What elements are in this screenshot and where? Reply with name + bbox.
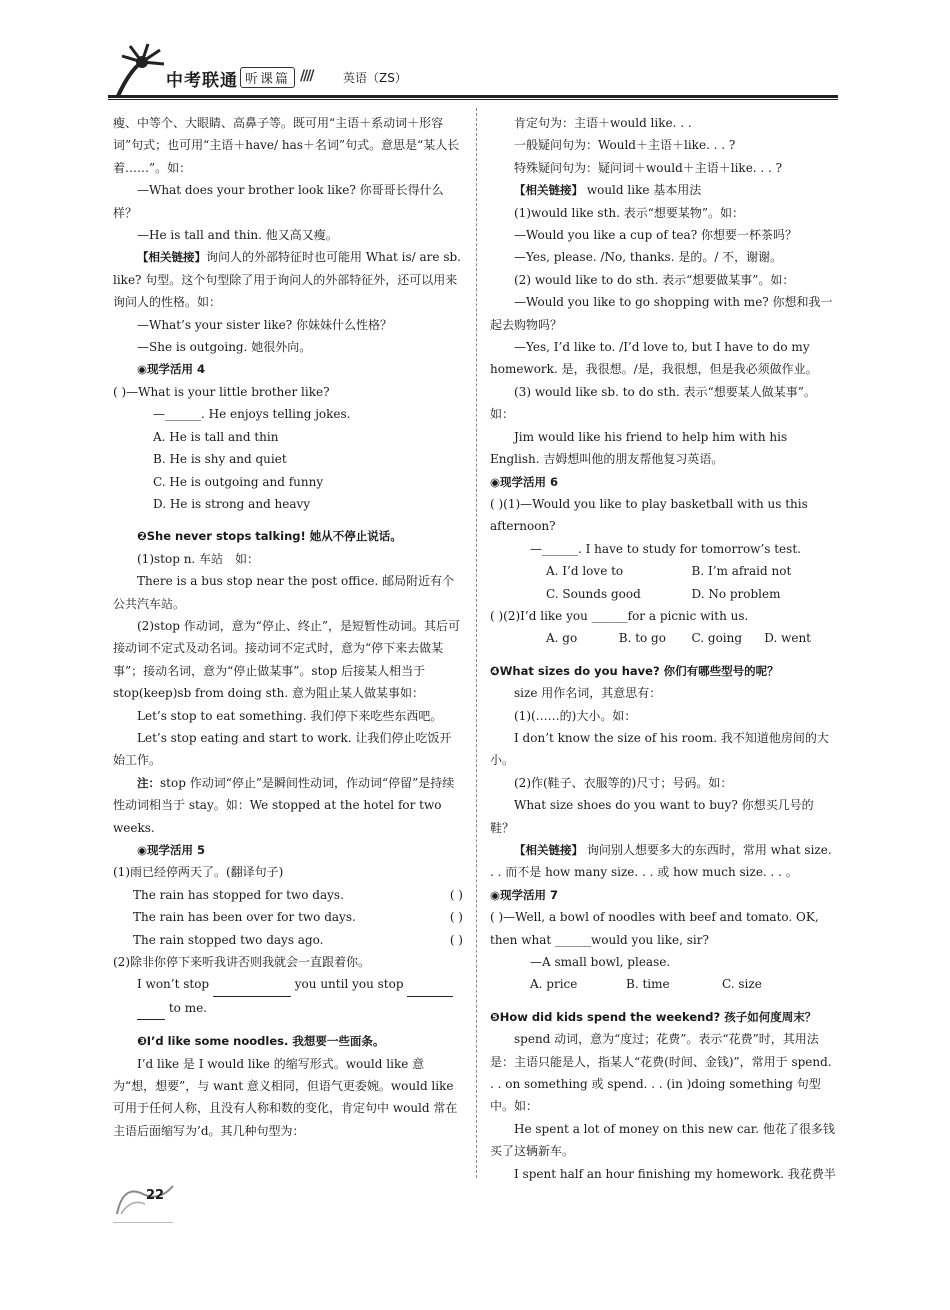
example: Jim would like his friend to help him with his English. 吉姆想叫他的朋友帮他复习英语。: [490, 429, 788, 467]
related-link-tag: 【相关链接】: [137, 250, 206, 265]
paragraph: (1)would like sth. 表示“想要某物”。如：: [514, 205, 745, 220]
section-heading: ❺How did kids spend the weekend? 孩子如何度周末？: [490, 1009, 817, 1024]
option: C. Sounds good: [546, 586, 641, 601]
option: C. size: [722, 977, 762, 992]
paragraph: I’d like 是 I would like 的缩写形式。would like 意为“想，想要”，与 want 意义相同，但语气更委婉。would like 可用于任何人称，且没有人称和数的变化，肯定句中 would 常在主语后面缩写为’d。其几种句型为：: [113, 1056, 458, 1138]
paragraph: (3) would like sb. to do sth. 表示“想要某人做某事”。如：: [490, 384, 816, 422]
example: —He is tall and thin. 他又高又瘦。: [137, 228, 338, 243]
paragraph: (1)(……的)大小。如：: [514, 708, 637, 723]
related-link: [490, 839, 837, 884]
header-rule-thin: [108, 99, 838, 100]
fill-blank-cont: [113, 997, 463, 1020]
option: A. I’d love to: [546, 564, 624, 579]
options-row: [490, 627, 837, 649]
note: [113, 772, 463, 839]
example: I spent half an hour finishing my homework. 我花费半: [514, 1166, 836, 1181]
section-tag: 听课篇: [240, 67, 295, 88]
example: —What’s your sister like? 你妹妹什么性格？: [137, 317, 393, 332]
note-text: stop 作动词“停止”是瞬间性动词，作动词“停留”是持续性动词相当于 stay。如：We stopped at the hotel for two weeks.: [113, 775, 455, 835]
paragraph: (1)stop n. 车站 如：: [137, 551, 260, 566]
practice-title: ◉现学活用 6: [490, 474, 559, 489]
question: (2)除非你停下来听我讲否则我就会一直跟着你。: [113, 955, 370, 970]
option: C. He is outgoing and funny: [153, 474, 324, 489]
answer-paren: ( ): [449, 932, 463, 947]
related-link-tag: 【相关链接】: [514, 843, 583, 857]
option: C. going: [691, 631, 743, 646]
pattern: 肯定句为：主语＋would like. . .: [514, 116, 692, 130]
column-divider: [476, 108, 477, 1178]
judge-row: [113, 929, 463, 951]
footer-rule: [113, 1222, 173, 1223]
page-number: 22: [146, 1188, 165, 1203]
related-link: [113, 246, 463, 313]
section-heading: ❷She never stops talking! 她从不停止说话。: [137, 529, 402, 544]
example: —Would you like a cup of tea? 你想要一杯茶吗？: [514, 228, 797, 243]
related-link-tag: 【相关链接】: [514, 183, 583, 198]
related-link-text: would like 基本用法: [586, 183, 702, 198]
paragraph: size 用作名词，其意思有：: [514, 686, 662, 701]
option: A. price: [530, 977, 578, 992]
answer-paren: ( ): [449, 887, 463, 902]
fill-blank: [113, 973, 463, 996]
page-header: [108, 40, 838, 100]
example: —Yes, I’d like to. /I’d love to, but I have to do my homework. 是，我很想。/是，我很想，但是我必须做作业。: [490, 340, 818, 377]
example: Let’s stop to eat something. 我们停下来吃些东西吧。: [137, 708, 443, 723]
right-column: [490, 112, 837, 1185]
blank-line: [213, 973, 291, 996]
related-link: [490, 179, 837, 201]
question-line: —______. I have to study for tomorrow’s test.: [530, 541, 801, 556]
pattern: 一般疑问句为：Would＋主语＋like. . . ?: [514, 138, 736, 153]
example: What size shoes do you want to buy? 你想买几号的鞋？: [490, 798, 814, 835]
header-rule: [108, 95, 838, 98]
paragraph: (2) would like to do sth. 表示“想要做某事”。如：: [514, 272, 795, 287]
blank-line: [407, 973, 453, 996]
question: (1)雨已经停两天了。(翻译句子): [113, 865, 284, 880]
question: ( )—Well, a bowl of noodles with beef and tomato. OK, then what ______would you like, sir?: [490, 910, 819, 947]
options-row: [490, 973, 837, 995]
judge-row: [113, 884, 463, 906]
related-link-text: 询问别人想要多大的东西时，常用 what size. . . 而不是 how many size. . . 或 how much size. . . 。: [490, 843, 832, 880]
pattern: 特殊疑问句为：疑问词＋would＋主语＋like. . . ?: [514, 160, 783, 175]
options-row: [490, 583, 837, 605]
fill-text: to me.: [168, 1000, 207, 1015]
example: —Yes, please. /No, thanks. 是的。/ 不，谢谢。: [514, 250, 783, 265]
fill-text: I won’t stop: [137, 977, 210, 992]
fill-text: you until you stop: [294, 977, 404, 992]
question: ( )—What is your little brother like?: [113, 384, 330, 399]
example: —Would you like to go shopping with me? 你想和我一起去购物吗？: [490, 295, 833, 332]
question-line: —A small bowl, please.: [530, 955, 671, 970]
paragraph: (2)stop 作动词，意为“停止、终止”，是短暂性动词。其后可接动词不定式及动名词。接动词不定式时，意为“停下来去做某事”；接动名词，意为“停止做某事”。stop 后接某人相当于 stop(keep)sb from doing sth. 意为阻止某人做某事如：: [113, 618, 460, 701]
judge-row: [113, 906, 463, 928]
judge-sentence: The rain stopped two days ago.: [133, 932, 324, 947]
question-line: —______. He enjoys telling jokes.: [153, 407, 351, 422]
option: B. time: [626, 977, 670, 992]
paragraph: There is a bus stop near the post office. 邮局附近有个公共汽车站。: [113, 574, 455, 611]
option: D. He is strong and heavy: [153, 496, 311, 511]
practice-title: ◉现学活用 7: [490, 887, 559, 902]
brand-title: 中考联通: [166, 71, 238, 91]
example: He spent a lot of money on this new car. 他花了很多钱买了这辆新车。: [490, 1121, 835, 1159]
practice-title: ◉现学活用 5: [137, 843, 206, 857]
option: B. I’m afraid not: [691, 564, 792, 579]
option: B. He is shy and quiet: [153, 452, 287, 467]
question: ( )(2)I’d like you ______for a picnic with us.: [490, 608, 749, 623]
blank-line: [137, 997, 165, 1020]
option: D. No problem: [691, 586, 781, 601]
example: —She is outgoing. 她很外向。: [137, 340, 312, 355]
option: D. went: [764, 631, 811, 646]
paragraph: spend 动词，意为“度过；花费”。表示“花费”时，其用法是：主语只能是人，指某人“花费(时间、金钱)”，常用于 spend. . . on something 或 spend. . . (in )doing something 句型中。如：: [490, 1032, 832, 1114]
subject-label: 英语（ZS）: [343, 71, 407, 85]
example: —What does your brother look like? 你哥哥长得什么样？: [113, 183, 444, 220]
section-heading: ❹What sizes do you have? 你们有哪些型号的呢？: [490, 663, 779, 678]
judge-sentence: The rain has been over for two days.: [133, 910, 356, 925]
paragraph: (2)作(鞋子、衣服等的)尺寸；号码。如：: [514, 775, 733, 790]
left-column: [113, 112, 463, 1142]
practice-title: ◉现学活用 4: [137, 362, 206, 377]
decor-slashes: ////: [300, 68, 313, 84]
question: ( )(1)—Would you like to play basketball with us this afternoon?: [490, 496, 808, 534]
options-row: [490, 560, 837, 582]
related-link-text: 询问人的外部特征时也可能用 What is/ are sb. like? 句型。这个句型除了用于询问人的外部特征外，还可以用来询问人的性格。如：: [113, 250, 461, 310]
example: Let’s stop eating and start to work. 让我们停止吃饭开始工作。: [113, 730, 452, 768]
paragraph: 瘦、中等个、大眼睛、高鼻子等。既可用“主语＋系动词＋形容词”句式；也可用“主语＋have/ has＋名词”句式。意思是“某人长着……”。如：: [113, 116, 460, 175]
option: A. go: [546, 631, 578, 646]
option: A. He is tall and thin: [153, 429, 279, 444]
note-tag: 注：: [137, 775, 160, 790]
option: B. to go: [618, 631, 666, 646]
judge-sentence: The rain has stopped for two days.: [133, 887, 344, 902]
answer-paren: ( ): [449, 910, 463, 925]
section-heading: ❸I’d like some noodles. 我想要一些面条。: [137, 1034, 385, 1049]
example: I don’t know the size of his room. 我不知道他房间的大小。: [490, 730, 829, 768]
